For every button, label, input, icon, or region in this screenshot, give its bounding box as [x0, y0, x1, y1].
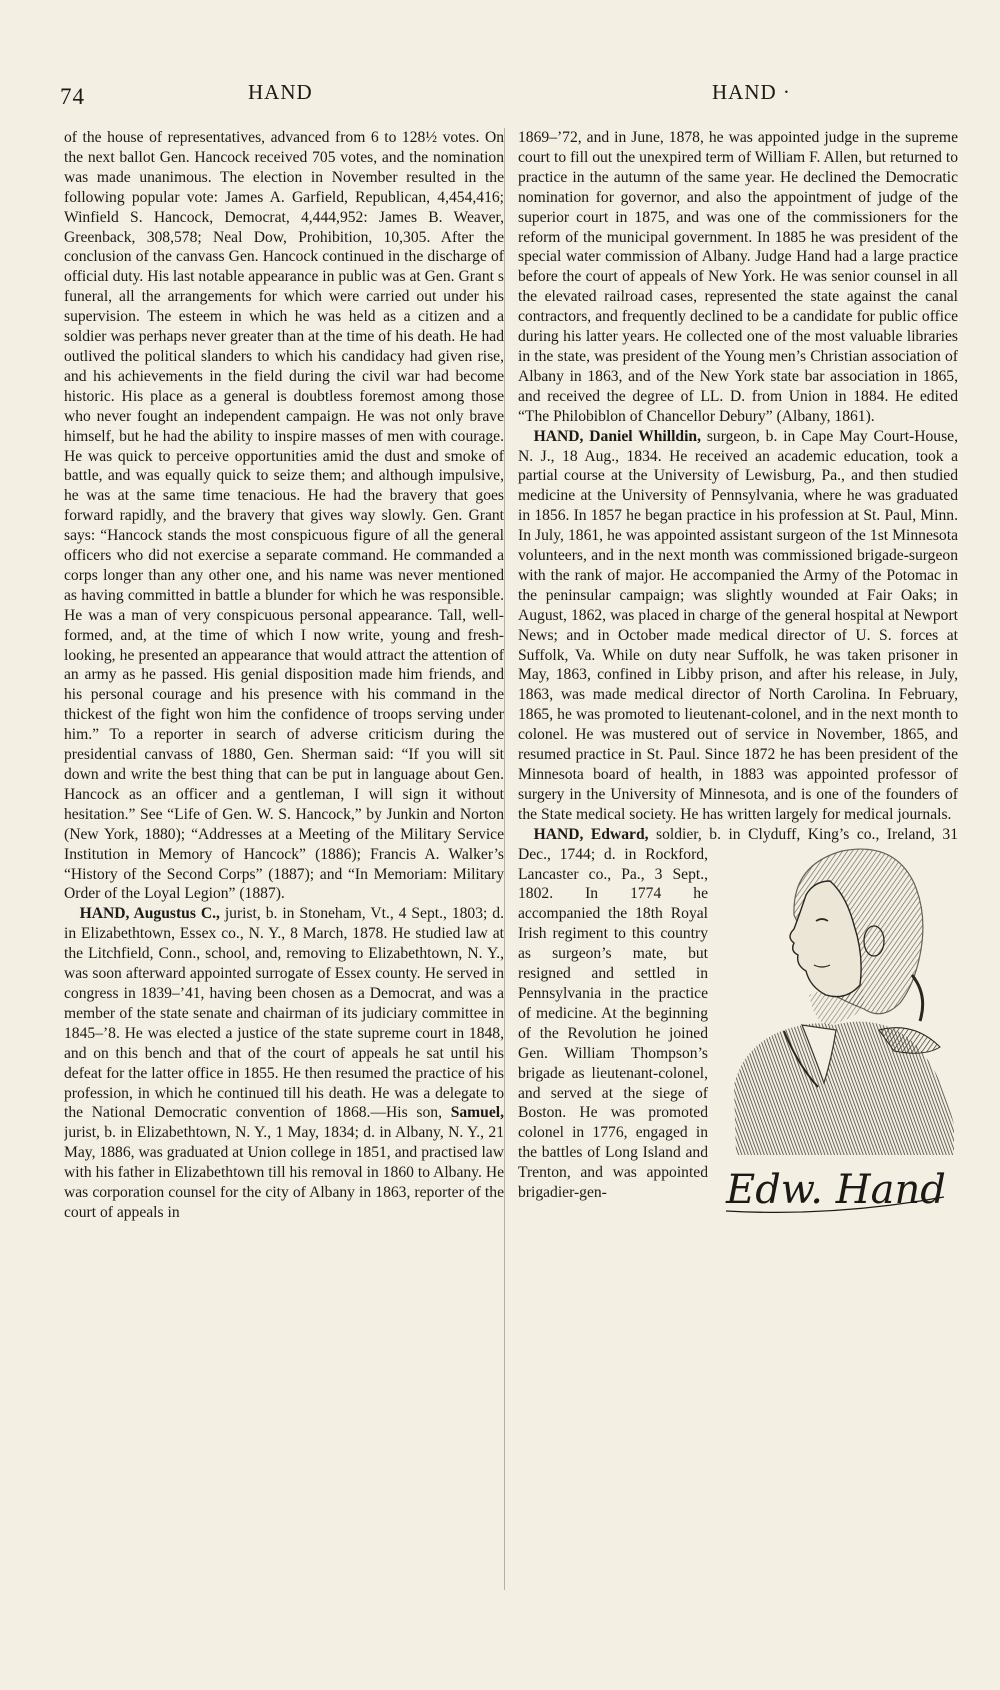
entry-heading-daniel: HAND, Daniel Whilldin,	[533, 427, 701, 445]
edward-hand-portrait	[714, 825, 958, 1225]
signature: Edw. Hand	[726, 1166, 946, 1213]
portrait-engraving-image	[714, 825, 958, 1225]
running-head-right: HAND ·	[712, 80, 791, 104]
entry-text-augustus: jurist, b. in Stoneham, Vt., 4 Sept., 1803; d. in Elizabethtown, Essex co., N. Y., 8 March, 1878. He studied law at the Litchfield, Conn., school, and, removing to Elizabethtown, N. Y., was soon afterward appointed surrogate of Essex county. He served in congress in 1839–’41, having been chosen as a Democrat, and was a member of the state senate and chairman of its judiciary committee in 1845–’8. He was elected a justice of the state supreme court in 1848, and on this bench and that of the court of appeals he sat until his defeat for the latter office in 1855. He then resumed the practice of his profession, in which he continued till his death. He was a delegate to the National Democratic convention of 1868.—His son,	[64, 905, 504, 1122]
column-divider	[504, 128, 505, 1590]
entry-edward-hand	[518, 825, 958, 1213]
running-head-left: HAND	[248, 80, 313, 104]
entry-heading-samuel: Samuel,	[450, 1104, 504, 1122]
entry-daniel-hand	[518, 427, 958, 825]
entry-text-edward: soldier, b. in Clyduff, King’s co., Ireland, 31 Dec., 1744; d. in Rockford, Lancaster co., Pa., 3 Sept., 1802. In 1774 he accompanied the 18th Royal Irish regiment to this country as surgeon’s mate, but resigned and settled in Pennsylvania in the practice of medicine. At the beginning of the Revolution he joined Gen. William Thompson’s brigade as lieutenant-colonel, and served at the siege of Boston. He was promoted colonel in 1776, engaged in the battles of Long Island and Trenton, and was appointed brigadier-gen-	[518, 825, 958, 1202]
entry-heading-augustus: HAND, Augustus C.,	[79, 905, 220, 923]
right-column	[518, 128, 958, 1590]
left-column	[64, 128, 504, 1590]
entry-text-samuel: jurist, b. in Elizabethtown, N. Y., 1 May, 1834; d. in Albany, N. Y., 21 May, 1886, was graduated at Union college in 1851, and practised law with his father in Elizabethtown till his removal in 1860 to Albany. He was corporation counsel for the city of Albany in 1863, reporter of the court of appeals in	[64, 1124, 504, 1221]
entry-text-daniel: surgeon, b. in Cape May Court-House, N. J., 18 Aug., 1834. He received an academic education, took a partial course at the University of Lewisburg, Pa., and then studied medicine at the University of Pennsylvania, where he was graduated in 1856. In 1857 he began practice in his profession at St. Paul, Minn. In July, 1861, he was appointed assistant surgeon of the 1st Minnesota volunteers, and in the next month was commissioned brigade-surgeon with the rank of major. He accompanied the Army of the Potomac in the peninsular campaign; was slightly wounded at Fair Oaks; in August, 1862, was placed in charge of the general hospital at Newport News; and in October made medical director of U. S. forces at Suffolk, Va. While on duty near Suffolk, he was taken prisoner in May, 1863, confined in Libby prison, and after his release, in July, 1863, was made medical director of North Carolina. In February, 1865, he was promoted to lieutenant-colonel, and in the next month to colonel. He was mustered out of service in November, 1865, and resumed practice in St. Paul. Since 1872 he has been president of the Minnesota board of health, in 1883 was appointed professor of surgery in the University of Minnesota, and is one of the founders of the State medical society. He has written largely for medical journals.	[518, 427, 958, 823]
page-number: 74	[60, 84, 85, 109]
hancock-continued-paragraph: of the house of representatives, advanced from 6 to 128½ votes. On the next ballot Gen. Hancock received 705 votes, and the nomination was made unanimous. The election in November resulted in the following popular vote: James A. Garfield, Republican, 4,454,416; Winfield S. Hancock, Democrat, 4,444,952: James B. Weaver, Greenback, 308,578; Neal Dow, Prohibition, 10,305. After the conclusion of the canvass Gen. Hancock continued in the discharge of official duty. His last notable appearance in public was at Gen. Grant s funeral, all the arrangements for which were carried out under his supervision. The esteem in which he was held as a citizen and a soldier was perhaps never greater than at the time of his death. He had outlived the political slanders to which his candidacy had given rise, and his achievements in the field during the civil war had become historic. His place as a general is doubtless foremost among those who never fought an independent campaign. He was not only brave himself, but he had the ability to inspire masses of men with courage. He was quick to perceive opportunities amid the dust and smoke of battle, and was equally quick to seize them; and although impulsive, he was at the same time tenacious. He had the bravery that goes forward rapidly, and the bravery that gives way slowly. Gen. Grant says: “Hancock stands the most conspicuous figure of all the general officers who did not exercise a separate command. He commanded a corps longer than any other one, and his name was never mentioned as having committed in battle a blunder for which he was responsible. He was a man of very conspicuous personal appearance. Tall, well-formed, and, at the time of which I now write, young and fresh-looking, he presented an appearance that would attract the attention of an army as he passed. His genial disposition made him friends, and his personal courage and his presence with his command in the thickest of the fight won him the confidence of troops serving under him.” To a reporter in search of adverse criticism during the presidential canvass of 1880, Gen. Sherman said: “If you will sit down and write the best thing that can be put in language about Gen. Hancock as an officer and a gentleman, I will sign it without hesitation.” See “Life of Gen. W. S. Hancock,” by Junkin and Norton (New York, 1880); “Addresses at a Meeting of the Military Service Institution in Memory of Hancock” (1886); Francis A. Walker’s “History of the Second Corps” (1887); and “In Memoriam: Military Order of the Loyal Legion” (1887).	[64, 129, 504, 903]
entry-heading-edward: HAND, Edward,	[533, 825, 649, 843]
entry-augustus-hand	[64, 904, 504, 1223]
samuel-continued-paragraph: 1869–’72, and in June, 1878, he was appointed judge in the supreme court to fill out the unexpired term of William F. Allen, but returned to practice in the autumn of the same year. He declined the Democratic nomination for governor, and also the appointment of judge of the superior court in 1875, and was one of the commissioners for the reform of the municipal government. In 1885 he was president of the special water commission of Albany. Judge Hand had a large practice before the court of appeals of New York. He was senior counsel in all the elevated railroad cases, represented the state against the canal contractors, and frequently declined to be a candidate for public office during his latter years. He collected one of the most valuable libraries in the state, was president of the Young men’s Christian association of Albany in 1863, and of the New York state bar association in 1865, and received the degree of LL. D. from Union in 1884. He edited “The Philobiblon of Chancellor Debury” (Albany, 1861).	[518, 129, 958, 425]
